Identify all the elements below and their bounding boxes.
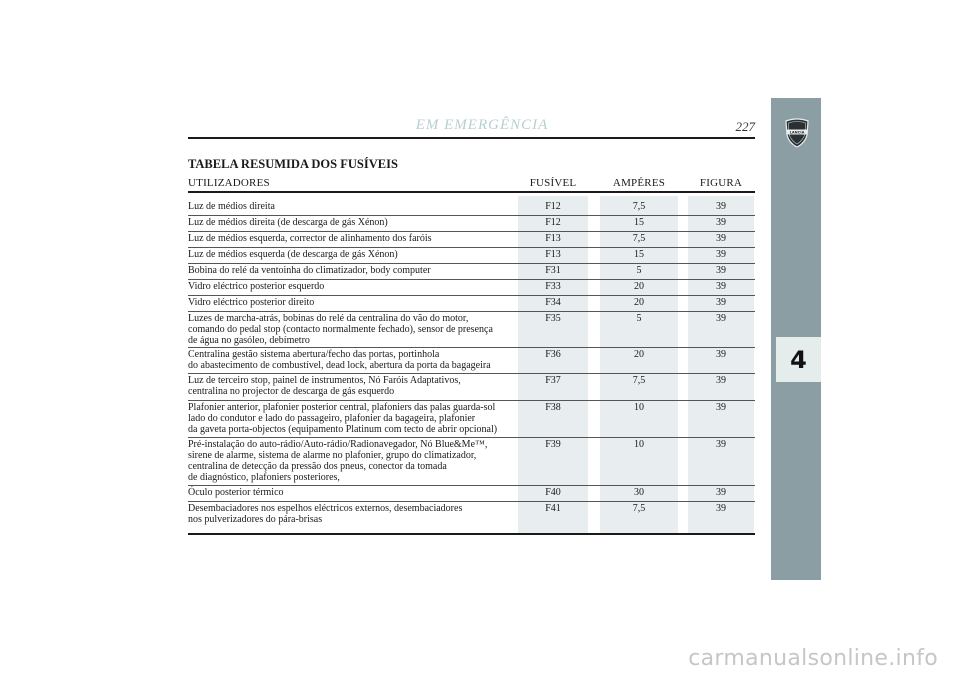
row-utilizador: Luz de médios esquerda, corrector de alinhamento dos faróis bbox=[188, 233, 432, 244]
row-figura: 39 bbox=[716, 297, 726, 308]
row-divider bbox=[188, 263, 755, 264]
row-utilizador: Plafonier anterior, plafonier posterior central, plafoniers das palas guarda-sol lado do condutor e lado do passageiro, plafonier da bagageira, plafonier da gaveta porta-objectos (equipamento Platinum com tecto de abrir opcional) bbox=[188, 402, 498, 435]
row-fusivel: F31 bbox=[545, 265, 561, 276]
column-header-amperes: AMPÉRES bbox=[612, 177, 666, 189]
row-amperes: 20 bbox=[634, 297, 644, 308]
row-divider bbox=[188, 347, 755, 348]
row-figura: 39 bbox=[716, 439, 726, 450]
row-utilizador: Luzes de marcha-atrás, bobinas do relé da centralina do vão do motor, comando do pedal stop (contacto normalmente fechado), sensor de presença de água no gasóleo, debímetro bbox=[188, 313, 493, 346]
lancia-shield-logo-icon bbox=[783, 118, 811, 148]
row-utilizador: Luz de médios direita (de descarga de gás Xénon) bbox=[188, 217, 388, 228]
row-divider bbox=[188, 231, 755, 232]
row-divider bbox=[188, 485, 755, 486]
row-fusivel: F37 bbox=[545, 375, 561, 386]
row-divider bbox=[188, 400, 755, 401]
row-divider bbox=[188, 279, 755, 280]
logo-text: LANCIA bbox=[789, 130, 805, 135]
row-amperes: 30 bbox=[634, 487, 644, 498]
row-utilizador: Luz de médios direita bbox=[188, 201, 275, 212]
row-fusivel: F36 bbox=[545, 349, 561, 360]
row-divider bbox=[188, 501, 755, 502]
table-bottom-rule bbox=[188, 533, 755, 535]
row-figura: 39 bbox=[716, 402, 726, 413]
row-fusivel: F38 bbox=[545, 402, 561, 413]
row-amperes: 15 bbox=[634, 249, 644, 260]
row-amperes: 10 bbox=[634, 439, 644, 450]
row-divider bbox=[188, 247, 755, 248]
row-figura: 39 bbox=[716, 201, 726, 212]
row-amperes: 20 bbox=[634, 349, 644, 360]
row-amperes: 10 bbox=[634, 402, 644, 413]
row-amperes: 15 bbox=[634, 217, 644, 228]
row-amperes: 5 bbox=[636, 265, 642, 276]
row-utilizador: Vidro eléctrico posterior esquerdo bbox=[188, 281, 325, 292]
row-figura: 39 bbox=[716, 503, 726, 514]
row-divider bbox=[188, 295, 755, 296]
row-figura: 39 bbox=[716, 249, 726, 260]
row-utilizador: Bobina do relé da ventoinha do climatizador, body computer bbox=[188, 265, 431, 276]
row-divider bbox=[188, 373, 755, 374]
row-figura: 39 bbox=[716, 265, 726, 276]
row-figura: 39 bbox=[716, 281, 726, 292]
chapter-badge[interactable] bbox=[776, 337, 821, 382]
row-figura: 39 bbox=[716, 487, 726, 498]
row-figura: 39 bbox=[716, 375, 726, 386]
row-utilizador: Centralina gestão sistema abertura/fecho das portas, portinhola do abastecimento de combustível, dead lock, abertura da porta da bagageira bbox=[188, 349, 491, 371]
row-utilizador: Luz de terceiro stop, painel de instrumentos, Nó Faróis Adaptativos, centralina no projector de descarga de gás esquerdo bbox=[188, 375, 461, 397]
column-header-fusivel: FUSÍVEL bbox=[529, 177, 577, 189]
row-fusivel: F41 bbox=[545, 503, 561, 514]
row-divider bbox=[188, 437, 755, 438]
header-rule bbox=[188, 137, 755, 139]
watermark: carmanualsonline.info bbox=[688, 646, 938, 671]
table-header-rule bbox=[188, 191, 755, 193]
row-divider bbox=[188, 311, 755, 312]
page-number: 227 bbox=[735, 119, 755, 134]
row-figura: 39 bbox=[716, 349, 726, 360]
table-title: TABELA RESUMIDA DOS FUSÍVEIS bbox=[188, 157, 398, 171]
row-figura: 39 bbox=[716, 233, 726, 244]
row-divider bbox=[188, 215, 755, 216]
row-fusivel: F13 bbox=[545, 249, 561, 260]
row-fusivel: F34 bbox=[545, 297, 561, 308]
row-utilizador: Desembaciadores nos espelhos eléctricos externos, desembaciadores nos pulverizadores do pára-brisas bbox=[188, 503, 463, 525]
column-header-utilizadores: UTILIZADORES bbox=[188, 177, 270, 189]
row-amperes: 5 bbox=[636, 313, 642, 324]
column-header-figura: FIGURA bbox=[699, 177, 743, 189]
row-amperes: 7,5 bbox=[632, 233, 646, 244]
row-amperes: 20 bbox=[634, 281, 644, 292]
row-amperes: 7,5 bbox=[632, 375, 646, 386]
row-fusivel: F12 bbox=[545, 201, 561, 212]
row-fusivel: F33 bbox=[545, 281, 561, 292]
chapter-number: 4 bbox=[790, 345, 807, 374]
row-fusivel: F35 bbox=[545, 313, 561, 324]
row-fusivel: F40 bbox=[545, 487, 561, 498]
row-utilizador: Vidro eléctrico posterior direito bbox=[188, 297, 315, 308]
row-utilizador: Óculo posterior térmico bbox=[188, 487, 284, 498]
row-utilizador: Pré-instalação do auto-rádio/Auto-rádio/Radionavegador, Nó Blue&Me™, sirene de alarme, sistema de alarme no plafonier, grupo do climatizador, centralina de detecção da pressão dos pneus, conector da tomada de diagnóstico, plafoniers posteriores, bbox=[188, 439, 488, 483]
row-figura: 39 bbox=[716, 217, 726, 228]
row-amperes: 7,5 bbox=[632, 503, 646, 514]
row-utilizador: Luz de médios esquerda (de descarga de gás Xénon) bbox=[188, 249, 398, 260]
section-title: EM EMERGÊNCIA bbox=[415, 117, 549, 133]
row-fusivel: F13 bbox=[545, 233, 561, 244]
row-fusivel: F12 bbox=[545, 217, 561, 228]
row-fusivel: F39 bbox=[545, 439, 561, 450]
row-figura: 39 bbox=[716, 313, 726, 324]
row-amperes: 7,5 bbox=[632, 201, 646, 212]
